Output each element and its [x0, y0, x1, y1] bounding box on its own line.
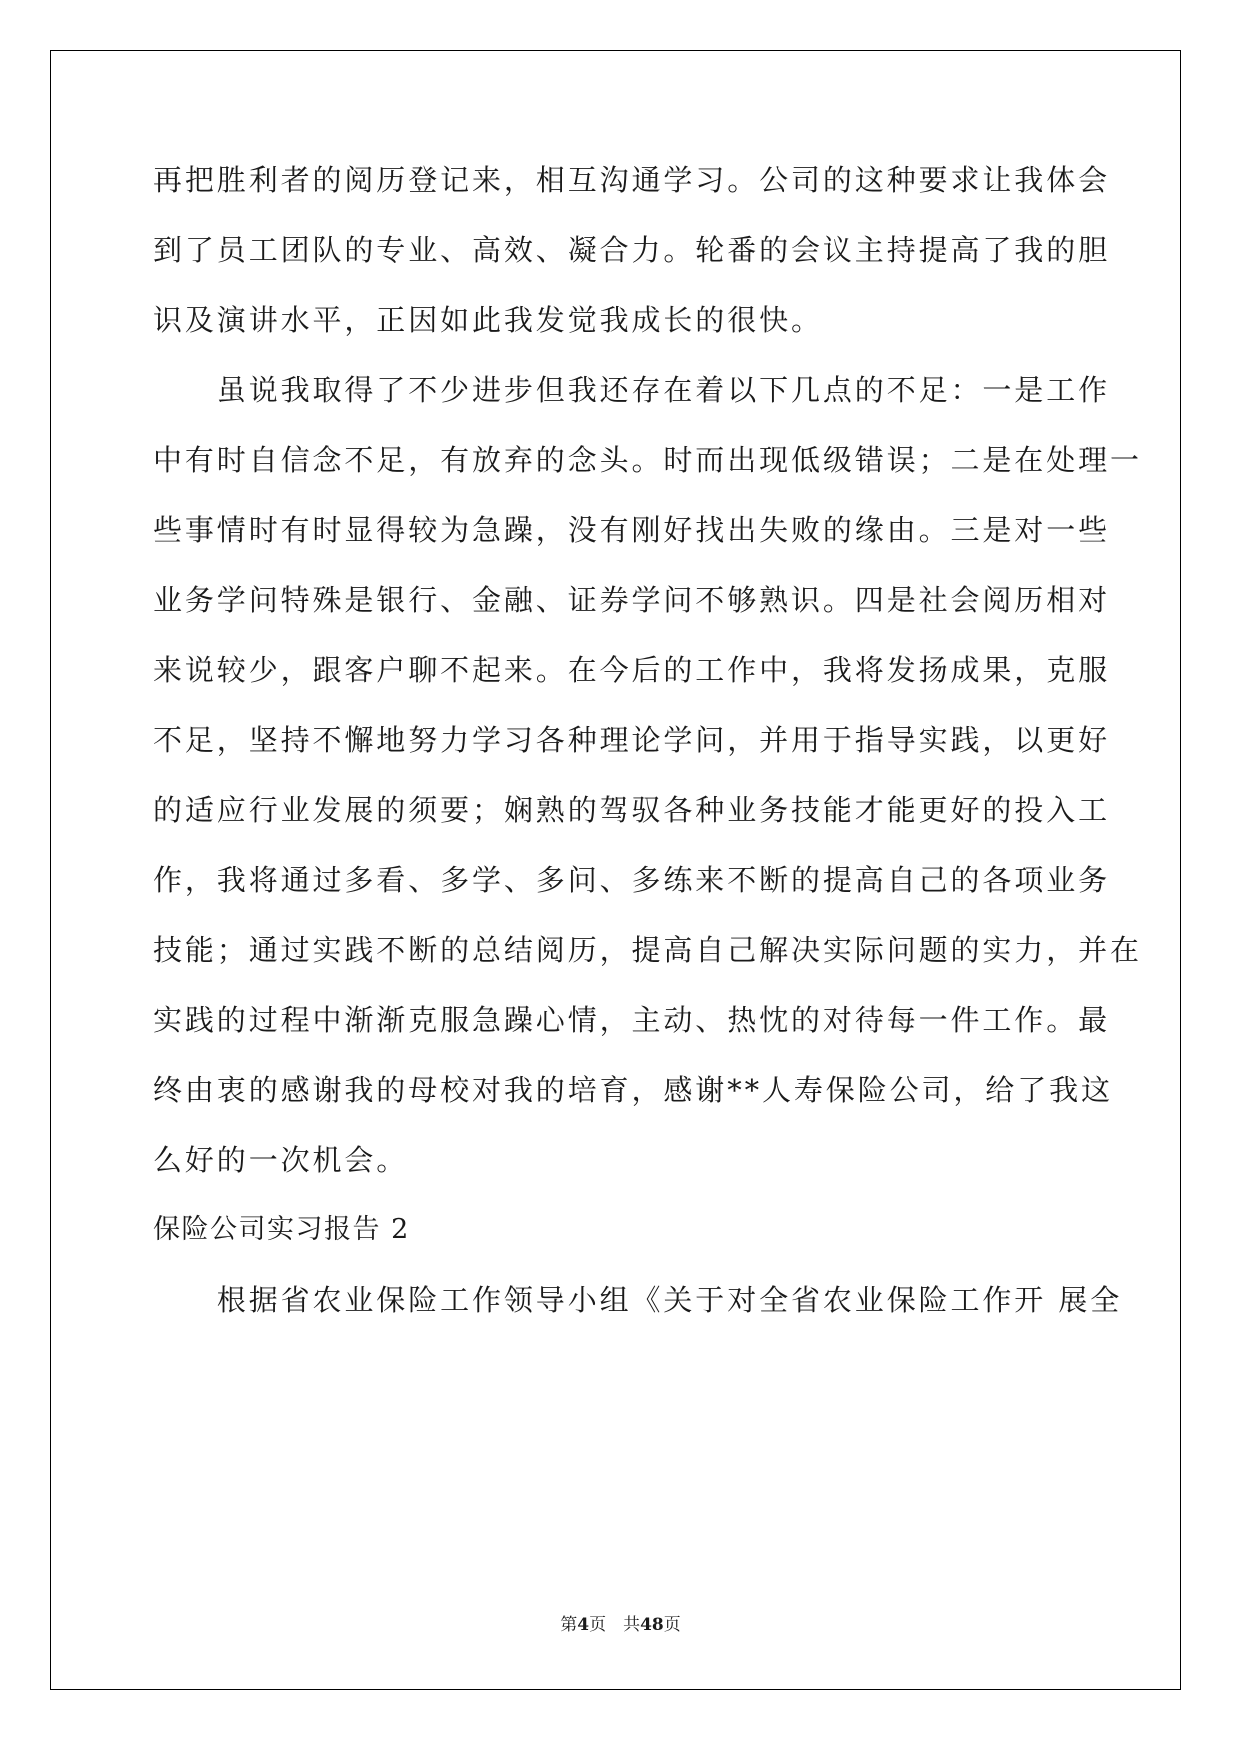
body-line: 再把胜利者的阅历登记来，相互沟通学习。公司的这种要求让我体会 — [153, 163, 1111, 197]
body-line: 不足，坚持不懈地努力学习各种理论学问，并用于指导实践，以更好 — [153, 723, 1111, 757]
body-line: 来说较少，跟客户聊不起来。在今后的工作中，我将发扬成果，克服 — [153, 653, 1111, 687]
body-line: 虽说我取得了不少进步但我还存在着以下几点的不足：一是工作 — [153, 373, 1111, 407]
footer-total-pages: 48 — [640, 1615, 664, 1635]
footer-prefix: 第 — [560, 1615, 578, 1635]
body-line: 些事情时有时显得较为急躁，没有刚好找出失败的缘由。三是对一些 — [153, 513, 1111, 547]
body-line: 作，我将通过多看、多学、多问、多练来不断的提高自己的各项业务 — [153, 863, 1111, 897]
body-line: 实践的过程中渐渐克服急躁心情，主动、热忱的对待每一件工作。最 — [153, 1003, 1111, 1037]
body-line: 终由衷的感谢我的母校对我的培育，感谢**人寿保险公司，给了我这 — [153, 1073, 1113, 1107]
section-heading: 保险公司实习报告 2 — [153, 1214, 410, 1245]
body-line: 到了员工团队的专业、高效、凝合力。轮番的会议主持提高了我的胆 — [153, 233, 1111, 267]
footer-page-number: 4 — [577, 1615, 590, 1635]
body-line: 根据省农业保险工作领导小组《关于对全省农业保险工作开 展全 — [153, 1283, 1123, 1317]
body-line: 技能；通过实践不断的总结阅历，提高自己解决实际问题的实力，并在 — [153, 933, 1142, 967]
body-line: 中有时自信念不足，有放弃的念头。时而出现低级错误；二是在处理一 — [153, 443, 1142, 477]
footer-suffix: 页 — [663, 1615, 681, 1635]
body-line: 的适应行业发展的须要；娴熟的驾驭各种业务技能才能更好的投入工 — [153, 793, 1111, 827]
body-line: 业务学问特殊是银行、金融、证券学问不够熟识。四是社会阅历相对 — [153, 583, 1111, 617]
body-line: 么好的一次机会。 — [153, 1143, 409, 1177]
body-line: 识及演讲水平，正因如此我发觉我成长的很快。 — [153, 303, 823, 337]
page-footer — [0, 1614, 1241, 1636]
footer-mid: 页 共 — [589, 1615, 641, 1635]
